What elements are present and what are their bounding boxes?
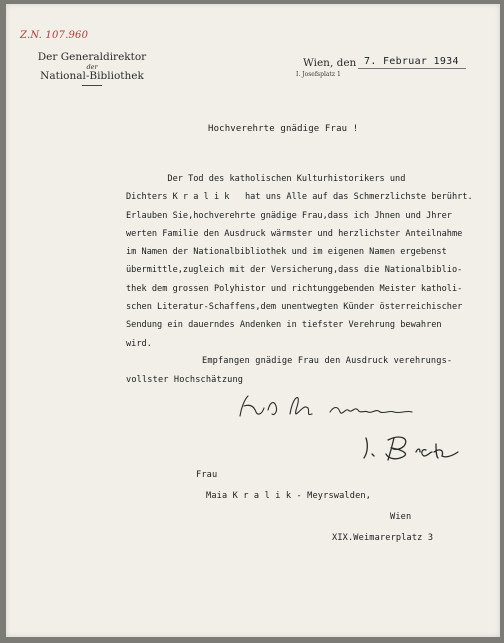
recipient-street: XIX.Weimarerplatz 3 (332, 533, 434, 543)
letterhead-title: Der Generaldirektor (37, 51, 147, 63)
archive-number-stamp: Z.N. 107.960 (20, 30, 89, 41)
body-line: im Namen der Nationalbibliothek und im eigenen Namen ergebenst (126, 247, 447, 258)
body-line: wird. (126, 338, 152, 349)
letter-sheet (6, 4, 500, 637)
letter-date: 7. Februar 1934 (364, 56, 459, 67)
handwritten-closing-note (234, 392, 444, 424)
handwritten-signature (358, 430, 468, 462)
body-line: Der Tod des katholischen Kulturhistorikers und (126, 174, 406, 184)
closing-line: vollster Hochschätzung (126, 375, 244, 385)
letterhead (36, 52, 148, 86)
body-line: werten Familie den Ausdruck wärmster und herzlichster Anteilnahme (126, 228, 463, 239)
body-line: thek dem grossen Polyhistor und richtunggebenden Meister katholi- (126, 283, 463, 294)
closing-line: Empfangen gnädige Frau den Ausdruck verehrungs- (202, 356, 453, 366)
salutation: Hochverehrte gnädige Frau ! (208, 124, 359, 134)
letterhead-institution: National-Bibliothek (40, 69, 144, 82)
body-line: übermittle,zugleich mit der Versicherung,dass die Nationalbiblio- (126, 265, 463, 276)
body-line: Dichters K r a l i k hat uns Alle auf das Schmerzlichste berührt. (126, 192, 473, 203)
body-line: Sendung ein dauerndes Andenken in tiefster Verehrung bewahren (126, 320, 442, 331)
letterhead-rule (82, 85, 102, 86)
body-line: Erlauben Sie,hochverehrte gnädige Frau,dass ich Jhnen und Jhrer (126, 210, 452, 221)
body-line: schen Literatur-Schaffens,dem unentwegten Künder österreichischer (126, 302, 463, 313)
place-label: Wien, den (303, 57, 357, 69)
recipient-city: Wien (390, 512, 412, 522)
letterhead-connector: der (86, 62, 98, 71)
recipient-name: Maia K r a l i k - Meyrswalden, (206, 491, 372, 501)
date-underline (358, 68, 466, 69)
recipient-title: Frau (196, 470, 218, 480)
sender-address: I. Josefsplatz 1 (296, 71, 341, 78)
letter-body (126, 170, 473, 353)
